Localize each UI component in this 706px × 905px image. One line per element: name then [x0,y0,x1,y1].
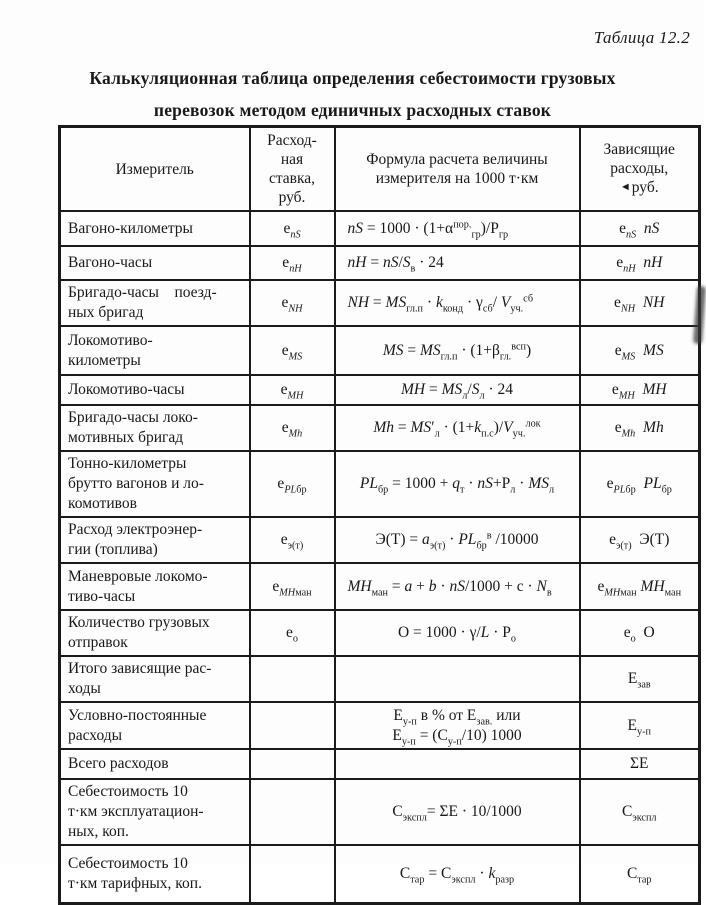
row-formula-cell: $Э(Т) = a_{э(т)} \cdot PL_{бр}^в$ /10000 [335,517,580,563]
header-dependent-line2: расходы, [610,159,669,177]
row-rate-cell [250,656,335,702]
row-dependent-cell: $Е_{у-п}$ [580,702,700,749]
row-dependent-cell: $С_{экспл}$ [580,779,700,845]
header-formula: Формула расчета величины измерителя на 1000 т·км [335,127,580,212]
calculation-table [58,125,701,905]
header-dependent [580,127,700,212]
row-formula-cell: $С_{экспл}= \Sigma Е \cdot 10/1000$ [335,779,580,845]
row-rate-cell: $е_{MHман}$ [250,563,335,610]
header-dependent-rub: руб. [631,178,659,196]
header-measure: Измеритель [60,127,250,212]
table-row [60,280,700,326]
table-body [60,211,700,904]
row-formula-cell: $О = 1000 \cdot \gamma/L \cdot Р_о$ [335,610,580,656]
row-measure-cell: Условно-постоянные расходы [60,702,250,749]
row-formula-cell: nH = $nS/S_в \cdot 24$ [335,246,580,280]
table-row [60,211,700,246]
row-dependent-cell: $е_о$ О [580,610,700,656]
row-rate-cell [250,702,335,749]
row-formula-cell: MS = $MS_{гл.п} \cdot (1+\beta_{гл.}^{всп})$ [335,326,580,375]
row-dependent-cell: $е_{э(т)}$ Э(Т) [580,517,700,563]
row-dependent-cell: $е_{Mh}$ Mh [580,405,700,451]
row-formula-cell: $PL_{бр} = 1000 + q_т \cdot nS+Р_л \cdot MS_л$ [335,451,580,517]
row-rate-cell: $е_{MS}$ [250,326,335,375]
row-measure-cell: Количество грузовых отправок [60,610,250,656]
title-line-2: перевозок методом единичных расходных ставок [153,100,552,120]
row-measure-cell: Тонно-километры брутто вагонов и ло- комотивов [60,451,250,517]
row-measure-cell: Себестоимость 10 т·км тарифных, коп. [60,845,250,904]
row-rate-cell [250,779,335,845]
row-rate-cell: $е_{NH}$ [250,280,335,326]
title-line-1: Калькуляционная таблица определения себестоимости грузовых [89,68,616,88]
row-formula-cell: nS = $1000 \cdot (1+\alpha^{пор.}_{гр})/Р_{гр}$ [335,211,580,246]
row-formula-cell: NH = $MS_{гл.п} \cdot k_{конд} \cdot \gamma_{сб}/$ $V_{уч.}^{сб}$ [335,280,580,326]
table-row [60,779,700,845]
table-row [60,375,700,405]
row-dependent-cell: $е_{MS}$ MS [580,326,700,375]
row-measure-cell: Вагоно-километры [60,211,250,246]
row-dependent-cell: $Е_{зав}$ [580,656,700,702]
header-dependent-line1: Зависящие [603,140,675,158]
row-dependent-cell: $е_{MHман}$ $MH_{ман}$ [580,563,700,610]
row-dependent-cell: $е_{NH}$ NH [580,280,700,326]
row-dependent-cell: $е_{MH}$ MH [580,375,700,405]
row-formula-cell: $MH_{ман} = a + b \cdot nS/1000 + с \cdot N_в$ [335,563,580,610]
table-number-label: Таблица 12.2 [593,28,690,47]
row-rate-cell: $е_{э(т)}$ [250,517,335,563]
table-row [60,405,700,451]
row-formula-cell [335,656,580,702]
table-row [60,451,700,517]
row-rate-cell: $е_{Mh}$ [250,405,335,451]
row-measure-cell: Маневровые локомо- тиво-часы [60,563,250,610]
row-formula-cell: $Е_{у-п}$ в % от $Е_{зав.}$ или $Е_{у-п} = (С_{у-п}/10)$ 1000 [335,702,580,749]
row-measure-cell: Бригадо-часы локо- мотивных бригад [60,405,250,451]
table-row [60,517,700,563]
row-formula-cell: $Mh = MS'_л \cdot (1+k_{п.с})/V_{уч.}^{лок}$ [335,405,580,451]
row-rate-cell [250,845,335,904]
row-dependent-cell: $е_{nH}$ nH [580,246,700,280]
table-row [60,326,700,375]
row-rate-cell: $е_{MH}$ [250,375,335,405]
row-rate-cell: $е_о$ [250,610,335,656]
table-row [60,749,700,779]
header-dependent-line3 [583,178,697,199]
row-rate-cell: $е_{nS}$ [250,211,335,246]
table-header-row [60,127,700,212]
row-rate-cell [250,749,335,779]
row-measure-cell: Расход электроэнер- гии (топлива) [60,517,250,563]
table-row [60,563,700,610]
row-dependent-cell: $С_{тар}$ [580,845,700,904]
table-row [60,702,700,749]
row-dependent-cell: $е_{PLбр}$ $PL_{бр}$ [580,451,700,517]
table-row [60,656,700,702]
row-measure-cell: Себестоимость 10 т·км эксплуатацион- ных, коп. [60,779,250,845]
row-measure-cell: Вагоно-часы [60,246,250,280]
arrow-mark-icon: ◄ [619,180,631,193]
row-measure-cell: Итого зависящие рас- ходы [60,656,250,702]
header-rate: Расход- ная ставка, руб. [250,127,335,212]
table-row [60,610,700,656]
row-measure-cell: Локомотиво-часы [60,375,250,405]
row-formula-cell: $С_{тар} = С_{экспл} \cdot k_{разр}$ [335,845,580,904]
row-rate-cell: $е_{PLбр}$ [250,451,335,517]
row-dependent-cell: $е_{nS}$ nS [580,211,700,246]
document-title [30,62,675,126]
row-measure-cell: Локомотиво- километры [60,326,250,375]
row-rate-cell: $е_{nH}$ [250,246,335,280]
row-measure-cell: Бригадо-часы поезд- ных бригад [60,280,250,326]
table-row [60,845,700,904]
row-measure-cell: Всего расходов [60,749,250,779]
table-row [60,246,700,280]
row-formula-cell: MH = $MS_л/S_л \cdot 24$ [335,375,580,405]
row-formula-cell [335,749,580,779]
row-dependent-cell: ΣЕ [580,749,700,779]
